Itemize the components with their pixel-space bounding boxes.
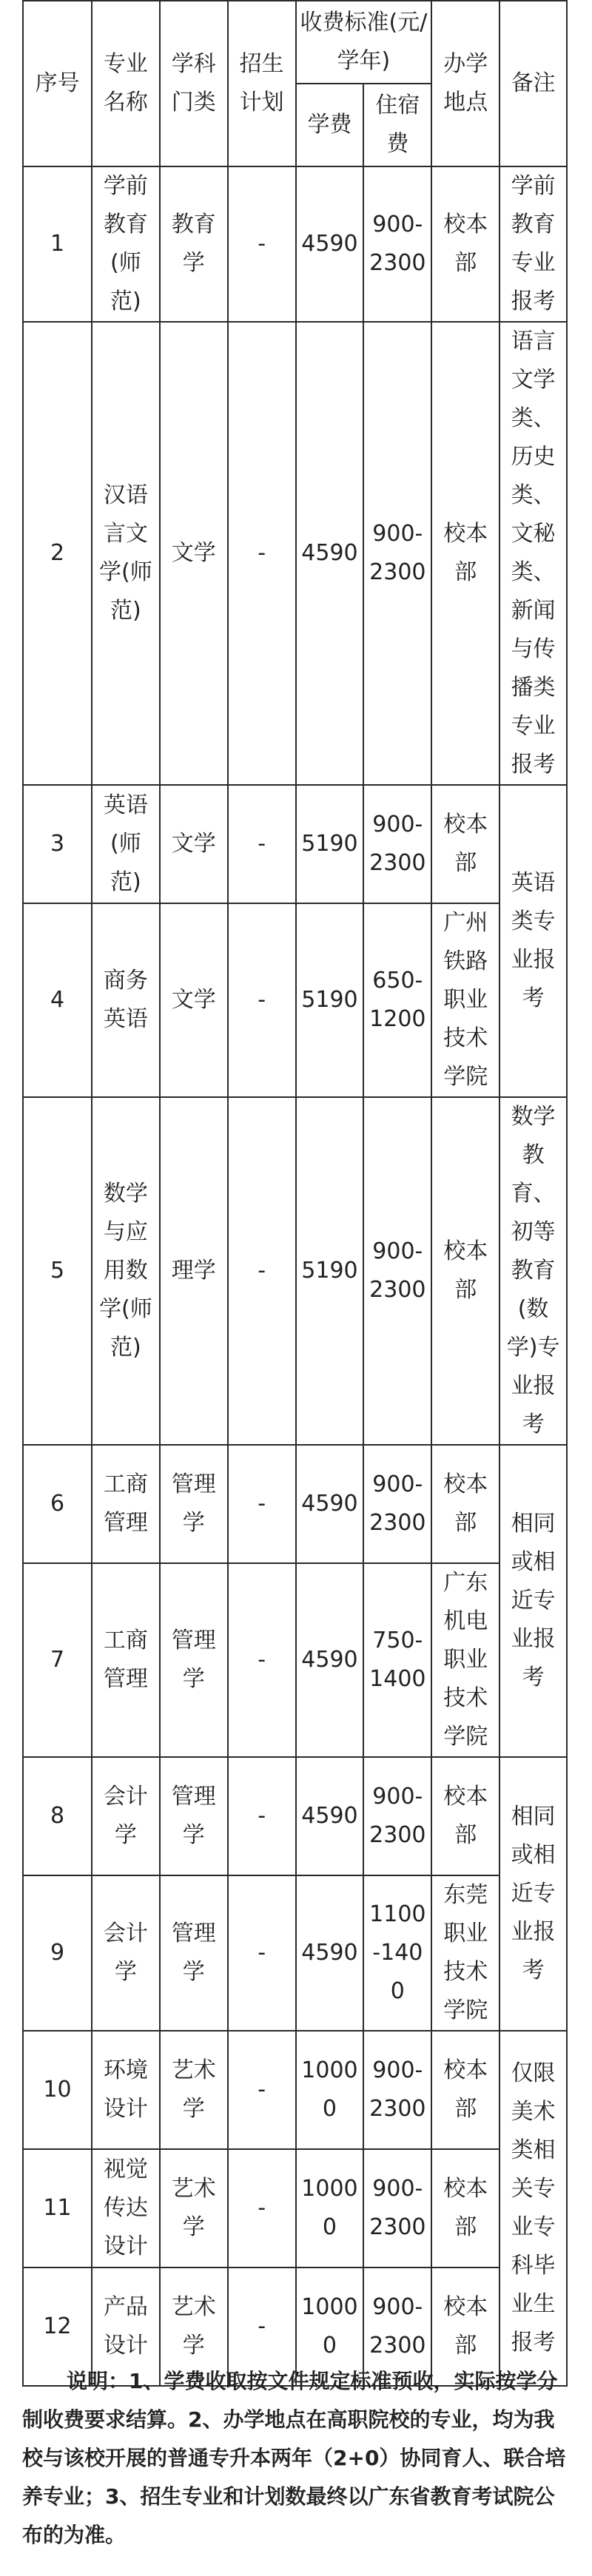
cell-category: 教育学 [160,166,228,322]
cell-seq: 7 [23,1563,92,1757]
cell-plan: - [228,166,296,322]
cell-category: 艺术学 [160,2031,228,2149]
cell-plan: - [228,2031,296,2149]
cell-major: 学前教育(师范) [92,166,160,322]
cell-seq: 10 [23,2031,92,2149]
cell-dorm: 750-1400 [363,1563,431,1757]
cell-location: 校本部 [431,2031,500,2149]
cell-tuition: 10000 [296,2031,364,2149]
header-plan: 招生计划 [228,1,296,166]
cell-category: 管理学 [160,1563,228,1757]
cell-remark-merged: 相同或相近专业报考 [500,1445,567,1757]
cell-major: 产品设计 [92,2268,160,2386]
header-remarks: 备注 [500,1,567,166]
cell-plan: - [228,1757,296,1875]
cell-remark: 学前教育专业报考 [500,166,567,322]
cell-dorm: 900-2300 [363,785,431,903]
cell-seq: 1 [23,166,92,322]
cell-category: 艺术学 [160,2149,228,2268]
cell-remark-merged: 仅限美术类相关专业专科毕业生报考 [500,2031,567,2386]
cell-seq: 6 [23,1445,92,1563]
table-row [23,1563,567,1757]
cell-major: 汉语言文学(师范) [92,322,160,785]
cell-major: 会计学 [92,1875,160,2031]
cell-category: 文学 [160,785,228,903]
cell-plan: - [228,322,296,785]
cell-category: 管理学 [160,1875,228,2031]
header-major: 专业名称 [92,1,160,166]
cell-location: 校本部 [431,2149,500,2268]
cell-tuition: 4590 [296,1445,364,1563]
cell-tuition: 10000 [296,2268,364,2386]
header-dorm: 住宿费 [363,84,431,166]
cell-location: 广东机电职业技术学院 [431,1563,500,1757]
header-row [23,1,567,84]
cell-plan: - [228,903,296,1097]
cell-major: 会计学 [92,1757,160,1875]
cell-category: 管理学 [160,1445,228,1563]
cell-location: 校本部 [431,2268,500,2386]
cell-major: 工商管理 [92,1445,160,1563]
cell-location: 校本部 [431,1757,500,1875]
cell-seq: 5 [23,1097,92,1445]
cell-major: 英语(师范) [92,785,160,903]
cell-dorm: 900-2300 [363,2031,431,2149]
cell-major: 工商管理 [92,1563,160,1757]
cell-location: 校本部 [431,322,500,785]
footnote: 说明：1、学费收取按文件规定标准预收，实际按学分制收费要求结算。2、办学地点在高职院校的专业，均为我校与该校开展的普通专升本两年（2+0）协同育人、联合培养专业；3、招生专业和计划数最终以广东省教育考试院公布的为准。 [22,2369,566,2547]
cell-tuition: 5190 [296,1097,364,1445]
cell-category: 理学 [160,1097,228,1445]
cell-dorm: 650-1200 [363,903,431,1097]
header-fee-group: 收费标准(元/学年) [296,1,432,84]
fee-standard-table [22,0,568,2387]
cell-location: 校本部 [431,166,500,322]
cell-seq: 4 [23,903,92,1097]
cell-major: 商务英语 [92,903,160,1097]
cell-tuition: 4590 [296,1563,364,1757]
cell-plan: - [228,1875,296,2031]
cell-major: 视觉传达设计 [92,2149,160,2268]
cell-category: 艺术学 [160,2268,228,2386]
cell-tuition: 4590 [296,1875,364,2031]
cell-category: 文学 [160,322,228,785]
cell-plan: - [228,2149,296,2268]
table-row [23,1445,567,1563]
cell-tuition: 10000 [296,2149,364,2268]
cell-major: 环境设计 [92,2031,160,2149]
cell-tuition: 4590 [296,166,364,322]
cell-location: 广州铁路职业技术学院 [431,903,500,1097]
cell-plan: - [228,2268,296,2386]
cell-seq: 2 [23,322,92,785]
cell-dorm: 900-2300 [363,1445,431,1563]
cell-plan: - [228,1097,296,1445]
cell-major: 数学与应用数学(师范) [92,1097,160,1445]
cell-seq: 12 [23,2268,92,2386]
cell-category: 文学 [160,903,228,1097]
cell-plan: - [228,785,296,903]
table-row [23,2031,567,2149]
cell-dorm: 900-2300 [363,322,431,785]
cell-remark: 数学教育、初等教育(数学)专业报考 [500,1097,567,1445]
cell-dorm: 900-2300 [363,1097,431,1445]
cell-seq: 11 [23,2149,92,2268]
table-row [23,1875,567,2031]
cell-tuition: 5190 [296,785,364,903]
cell-dorm: 900-2300 [363,2268,431,2386]
table-row [23,2149,567,2268]
cell-remark-merged: 英语类专业报考 [500,785,567,1097]
fee-table-container [22,0,568,2387]
table-row [23,903,567,1097]
cell-seq: 9 [23,1875,92,2031]
cell-plan: - [228,1445,296,1563]
table-row [23,1757,567,1875]
table-row [23,785,567,903]
header-tuition: 学费 [296,84,364,166]
cell-seq: 8 [23,1757,92,1875]
cell-location: 东莞职业技术学院 [431,1875,500,2031]
cell-remark-merged: 相同或相近专业报考 [500,1757,567,2031]
cell-location: 校本部 [431,785,500,903]
cell-dorm: 900-2300 [363,2149,431,2268]
header-seq: 序号 [23,1,92,166]
cell-dorm: 900-2300 [363,1757,431,1875]
cell-plan: - [228,1563,296,1757]
table-row [23,166,567,322]
cell-remark: 语言文学类、历史类、文秘类、新闻与传播类专业报考 [500,322,567,785]
cell-dorm: 1100-1400 [363,1875,431,2031]
cell-tuition: 4590 [296,1757,364,1875]
cell-category: 管理学 [160,1757,228,1875]
cell-seq: 3 [23,785,92,903]
header-location: 办学地点 [431,1,500,166]
header-category: 学科门类 [160,1,228,166]
cell-tuition: 5190 [296,903,364,1097]
table-row [23,322,567,785]
cell-dorm: 900-2300 [363,166,431,322]
cell-location: 校本部 [431,1097,500,1445]
cell-location: 校本部 [431,1445,500,1563]
cell-tuition: 4590 [296,322,364,785]
table-row [23,1097,567,1445]
